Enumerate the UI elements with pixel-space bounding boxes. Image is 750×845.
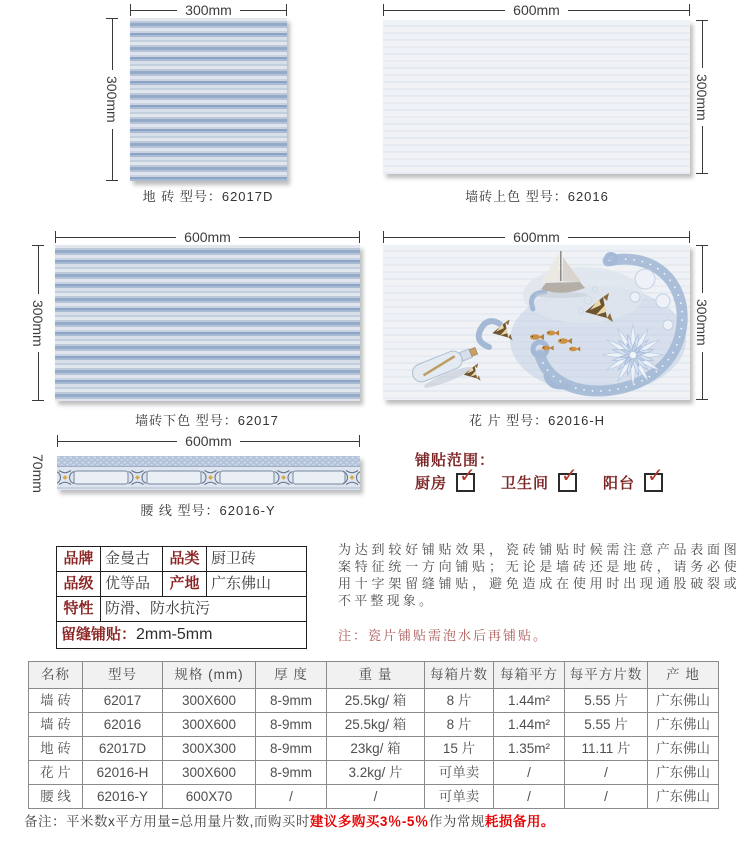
spec-value: 厨卫砖 <box>207 547 307 572</box>
spec-key: 品牌 <box>57 547 101 572</box>
table-cell: 8 片 <box>425 713 494 737</box>
caption-border-tile: 腰 线 型号：62016-Y <box>140 503 276 518</box>
dim-line <box>702 246 703 293</box>
table-cell: / <box>256 785 327 809</box>
table-cell: 花 片 <box>29 761 83 785</box>
spec-value: 优等品 <box>101 572 163 597</box>
dim-line <box>702 126 703 173</box>
spec-key: 品级 <box>57 572 101 597</box>
table-row <box>29 737 719 761</box>
remark-note <box>24 810 555 830</box>
dim-side-wall-light-tile <box>694 20 710 174</box>
dim-tick <box>106 180 118 181</box>
caption-wall-light-tile: 墙砖上色 型号：62016 <box>465 189 609 204</box>
dim-top-border-tile <box>57 434 360 448</box>
checkbox-kitchen <box>456 465 476 492</box>
col-header-sqm-per-box: 每箱平方 <box>494 662 565 689</box>
border-tile-graphic <box>57 456 360 490</box>
table-cell: 62017 <box>83 689 163 713</box>
dim-side-floor-tile <box>104 18 120 181</box>
col-header-pieces-per-sqm: 每平方片数 <box>565 662 648 689</box>
check-icon: ✓ <box>459 465 476 487</box>
application-range-title: 铺贴范围： <box>415 452 496 469</box>
caption-floor-tile: 地 砖 型号：62017D <box>142 189 274 204</box>
remark-highlight: 耗损备用 <box>484 814 541 829</box>
spec-row <box>57 622 307 649</box>
table-cell: 3.2kg/ 片 <box>327 761 425 785</box>
table-cell: 5.55 片 <box>565 713 648 737</box>
spec-value: 金曼古 <box>101 547 163 572</box>
table-cell: 广东佛山 <box>648 737 719 761</box>
spec-value: 广东佛山 <box>207 572 307 597</box>
dim-line <box>568 10 689 11</box>
dim-side-border-tile <box>30 452 46 494</box>
table-row <box>29 689 719 713</box>
dim-label: 600mm <box>184 229 231 245</box>
dim-tick <box>689 231 690 243</box>
col-header-weight: 重 量 <box>327 662 425 689</box>
dim-line <box>384 10 505 11</box>
dim-tick <box>359 231 360 243</box>
dim-tick <box>286 4 287 16</box>
dim-line <box>112 129 113 180</box>
table-cell: 62016-H <box>83 761 163 785</box>
caption-deco-tile: 花 片 型号：62016-H <box>468 413 606 428</box>
table-cell: 300X300 <box>163 737 256 761</box>
table-header-row <box>29 662 719 689</box>
table-cell: 1.35m² <box>494 737 565 761</box>
table-cell: 8-9mm <box>256 713 327 737</box>
table-cell: 1.44m² <box>494 713 565 737</box>
dim-top-wall-dark-tile <box>55 230 360 244</box>
application-option-bathroom <box>501 465 578 493</box>
table-cell: 广东佛山 <box>648 761 719 785</box>
dim-line <box>38 246 39 294</box>
dim-top-floor-tile <box>130 3 287 17</box>
table-cell: 8-9mm <box>256 761 327 785</box>
remark-highlight: 。 <box>540 814 555 829</box>
spec-row <box>57 547 307 572</box>
application-range-options <box>415 465 689 493</box>
table-cell: 62016 <box>83 713 163 737</box>
remark-highlight: 建议多购买3％-5％ <box>309 814 429 829</box>
table-row <box>29 761 719 785</box>
sea-scene-graphic <box>383 245 690 400</box>
table-cell: / <box>327 785 425 809</box>
dim-label: 600mm <box>513 2 560 18</box>
dim-tick <box>696 173 708 174</box>
application-option-label: 卫生间 <box>501 475 550 492</box>
dim-label: 300mm <box>104 76 120 123</box>
spec-value: 2mm-5mm <box>136 626 213 643</box>
table-cell: 广东佛山 <box>648 713 719 737</box>
table-cell: / <box>494 761 565 785</box>
application-option-kitchen <box>415 465 476 493</box>
table-row <box>29 713 719 737</box>
dim-line <box>131 10 177 11</box>
dim-line <box>38 352 39 400</box>
dim-line <box>240 441 359 442</box>
table-cell: 可单卖 <box>425 761 494 785</box>
table-cell: 25.5kg/ 箱 <box>327 713 425 737</box>
dim-tick <box>32 400 44 401</box>
dim-label: 300mm <box>30 299 46 347</box>
table-cell: 墙 砖 <box>29 713 83 737</box>
spec-key: 品类 <box>163 547 207 572</box>
dim-line <box>702 352 703 399</box>
dim-line <box>702 21 703 68</box>
dim-line <box>240 10 286 11</box>
table-cell: 可单卖 <box>425 785 494 809</box>
table-cell: 5.55 片 <box>565 689 648 713</box>
spec-key: 产地 <box>163 572 207 597</box>
table-cell: 11.11 片 <box>565 737 648 761</box>
laying-instructions: 为达到较好铺贴效果，瓷砖铺贴时候需注意产品表面图案特征统一方向铺贴；无论是墙砖还是地砖，请务必使用十字架留缝铺贴，避免造成在使用时出现通股破裂或不平整现象。 <box>338 542 740 608</box>
table-cell: 25.5kg/ 箱 <box>327 689 425 713</box>
dim-line <box>239 237 359 238</box>
dim-side-wall-dark-tile <box>30 245 46 401</box>
product-spec-table <box>28 661 719 809</box>
table-cell: 广东佛山 <box>648 785 719 809</box>
remark-text: 备注：平米数x平方用量=总用量片数,而购买时 <box>24 814 310 829</box>
col-header-model: 型号 <box>83 662 163 689</box>
table-cell: 8-9mm <box>256 737 327 761</box>
col-header-thickness: 厚 度 <box>256 662 327 689</box>
table-cell: 62017D <box>83 737 163 761</box>
dim-line <box>568 237 689 238</box>
table-cell: / <box>494 785 565 809</box>
wall-dark-tile-image <box>55 245 360 401</box>
dim-label: 300mm <box>694 299 710 346</box>
table-cell: 300X600 <box>163 761 256 785</box>
spec-row <box>57 597 307 622</box>
dim-line <box>58 441 177 442</box>
spec-value: 防滑、防水抗污 <box>101 597 307 622</box>
table-cell: 62016-Y <box>83 785 163 809</box>
table-cell: / <box>565 785 648 809</box>
application-option-label: 厨房 <box>415 475 448 492</box>
table-cell: 腰 线 <box>29 785 83 809</box>
col-header-pieces-per-box: 每箱片数 <box>425 662 494 689</box>
application-option-balcony <box>603 465 664 493</box>
laying-note: 注：瓷片铺贴需泡水后再铺贴。 <box>338 628 549 643</box>
table-cell: 8 片 <box>425 689 494 713</box>
table-row <box>29 785 719 809</box>
check-icon: ✓ <box>561 465 578 487</box>
col-header-name: 名称 <box>29 662 83 689</box>
table-cell: 墙 砖 <box>29 689 83 713</box>
spec-key: 留缝铺贴： <box>61 626 137 643</box>
table-cell: 23kg/ 箱 <box>327 737 425 761</box>
table-cell: 8-9mm <box>256 689 327 713</box>
dim-line <box>384 237 505 238</box>
dim-line <box>112 19 113 70</box>
brand-spec-table <box>56 546 307 649</box>
dim-label: 600mm <box>185 433 232 449</box>
checkbox-bathroom <box>558 465 578 492</box>
table-cell: 广东佛山 <box>648 689 719 713</box>
border-tile-image <box>57 456 360 490</box>
dim-tick <box>689 4 690 16</box>
table-cell: 1.44m² <box>494 689 565 713</box>
col-header-origin: 产 地 <box>648 662 719 689</box>
floor-tile-image <box>130 18 287 181</box>
table-cell: 地 砖 <box>29 737 83 761</box>
deco-tile-image <box>383 245 690 400</box>
table-cell: 300X600 <box>163 689 256 713</box>
spec-joint-row <box>57 622 307 649</box>
wall-light-tile-image <box>383 20 690 174</box>
check-icon: ✓ <box>647 465 664 487</box>
dim-tick <box>359 435 360 447</box>
table-cell: 600X70 <box>163 785 256 809</box>
table-cell: / <box>565 761 648 785</box>
table-cell: 300X600 <box>163 713 256 737</box>
spec-row <box>57 572 307 597</box>
dim-top-wall-light-tile <box>383 3 690 17</box>
col-header-size: 规格 (mm) <box>163 662 256 689</box>
dim-label: 600mm <box>513 229 560 245</box>
dim-label: 70mm <box>30 454 46 493</box>
application-option-label: 阳台 <box>603 475 636 492</box>
table-cell: 15 片 <box>425 737 494 761</box>
dim-label: 300mm <box>694 73 710 121</box>
remark-text: 作为常规 <box>428 814 485 829</box>
caption-wall-dark-tile: 墙砖下色 型号：62017 <box>135 413 279 428</box>
dim-top-deco-tile <box>383 230 690 244</box>
spec-key: 特性 <box>57 597 101 622</box>
dim-side-deco-tile <box>694 245 710 400</box>
checkbox-balcony <box>644 465 664 492</box>
dim-label: 300mm <box>185 2 232 18</box>
dim-line <box>56 237 176 238</box>
dim-tick <box>696 399 708 400</box>
